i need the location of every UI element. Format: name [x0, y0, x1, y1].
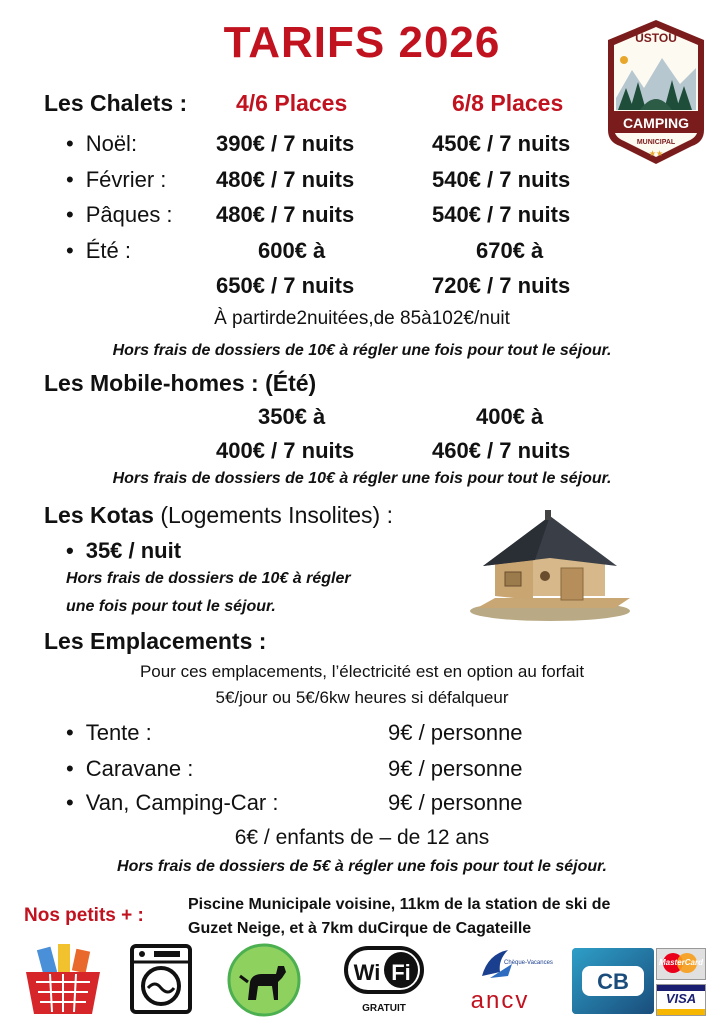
- logo-top-text: USTOU: [635, 31, 677, 45]
- kota-cabin-image: [465, 508, 635, 623]
- camping-logo: [604, 18, 708, 168]
- svg-text:★★: ★★: [648, 149, 664, 158]
- wifi-text-2: Fi: [391, 960, 411, 985]
- mastercard-text: MasterCard: [658, 958, 703, 967]
- emplacements-info-line2: 5€/jour ou 5€/6kw heures si défalqueur: [215, 688, 509, 707]
- card-logos: [656, 948, 704, 1014]
- emplacement-price-van: 9€ / personne: [388, 790, 523, 815]
- cb-text: CB: [597, 969, 629, 994]
- logo-main-text: CAMPING: [622, 115, 690, 131]
- page-title: TARIFS 2026: [223, 18, 501, 67]
- chalets-label-noel: • Noël:: [66, 131, 137, 157]
- mobile-fees-note: Hors frais de dossiers de 10€ à régler une fois pour tout le séjour.: [112, 470, 612, 487]
- dogs-allowed-icon: [226, 942, 302, 1017]
- chalets-fees-note: Hors frais de dossiers de 10€ à régler une fois pour tout le séjour.: [112, 342, 612, 359]
- chalets-price-ete-68-from: 670€ à: [476, 238, 544, 263]
- chalets-price-ete-68-to: 720€ / 7 nuits: [432, 273, 571, 298]
- emplacements-heading: Les Emplacements :: [44, 628, 267, 654]
- chalets-price-paques-68: 540€ / 7 nuits: [432, 202, 571, 227]
- shopping-basket-icon: [22, 942, 104, 1017]
- cb-card-icon: [572, 948, 654, 1014]
- ancv-small-text: Chèque-Vacances: [504, 960, 553, 966]
- chalets-price-fevrier-68: 540€ / 7 nuits: [432, 167, 571, 192]
- kotas-fees-line1: Hors frais de dossiers de 10€ à régler: [66, 570, 351, 587]
- mobile-price-2-to: 460€ / 7 nuits: [432, 438, 571, 463]
- mobile-price-1-to: 400€ / 7 nuits: [216, 438, 355, 463]
- chalets-price-noel-68: 450€ / 7 nuits: [432, 131, 571, 156]
- extras-line1: Piscine Municipale voisine, 11km de la station de ski de: [188, 896, 611, 913]
- emplacement-label-caravane: • Caravane :: [66, 756, 193, 782]
- mobile-homes-heading: Les Mobile-homes : (Été): [44, 370, 317, 396]
- ancv-text: ancv: [470, 987, 530, 1014]
- emplacements-kids-price: 6€ / enfants de – de 12 ans: [234, 826, 490, 849]
- wifi-text-1: Wi: [353, 960, 381, 985]
- extras-label: Nos petits + :: [24, 905, 144, 926]
- wifi-icon: [344, 946, 424, 1018]
- kotas-heading: Les Kotas: [44, 502, 154, 528]
- logo-sub-text: MUNICIPAL: [636, 139, 676, 146]
- emplacement-label-tente: • Tente :: [66, 720, 152, 746]
- kotas-heading-row: [44, 502, 393, 529]
- chalets-price-ete-46-from: 600€ à: [258, 238, 326, 263]
- visa-icon: [656, 984, 706, 1016]
- chalets-price-ete-46-to: 650€ / 7 nuits: [216, 273, 355, 298]
- mastercard-icon: [656, 948, 706, 980]
- emplacements-info-line1: Pour ces emplacements, l’électricité est en option au forfait: [139, 662, 585, 681]
- kotas-price: • 35€ / nuit: [66, 538, 181, 564]
- chalets-label-ete: • Été :: [66, 238, 131, 264]
- chalets-col-46: 4/6 Places: [236, 90, 348, 116]
- visa-text: VISA: [665, 991, 697, 1006]
- kotas-heading-sub: (Logements Insolites) :: [160, 502, 393, 528]
- emplacement-label-van: • Van, Camping-Car :: [66, 790, 278, 816]
- chalets-label-paques: • Pâques :: [66, 202, 173, 228]
- emplacements-fees-note: Hors frais de dossiers de 5€ à régler une fois pour tout le séjour.: [117, 858, 607, 875]
- emplacement-price-tente: 9€ / personne: [388, 720, 523, 745]
- emplacement-price-caravane: 9€ / personne: [388, 756, 523, 781]
- chalets-heading: Les Chalets :: [44, 90, 188, 116]
- chalets-nightly-rate: À partirde2nuitées,de 85à102€/nuit: [214, 308, 510, 329]
- ancv-logo: [452, 946, 553, 1016]
- chalets-price-paques-46: 480€ / 7 nuits: [216, 202, 355, 227]
- mobile-price-2-from: 400€ à: [476, 404, 544, 429]
- washing-machine-icon: [128, 942, 194, 1017]
- extras-line2: Guzet Neige, et à 7km duCirque de Cagateille: [188, 920, 532, 937]
- mobile-price-1-from: 350€ à: [258, 404, 326, 429]
- chalets-price-noel-46: 390€ / 7 nuits: [216, 131, 355, 156]
- chalets-price-fevrier-46: 480€ / 7 nuits: [216, 167, 355, 192]
- kotas-fees-line2: une fois pour tout le séjour.: [66, 598, 276, 615]
- wifi-gratuit-label: GRATUIT: [362, 1003, 406, 1014]
- chalets-col-68: 6/8 Places: [452, 90, 564, 116]
- chalets-label-fevrier: • Février :: [66, 167, 166, 193]
